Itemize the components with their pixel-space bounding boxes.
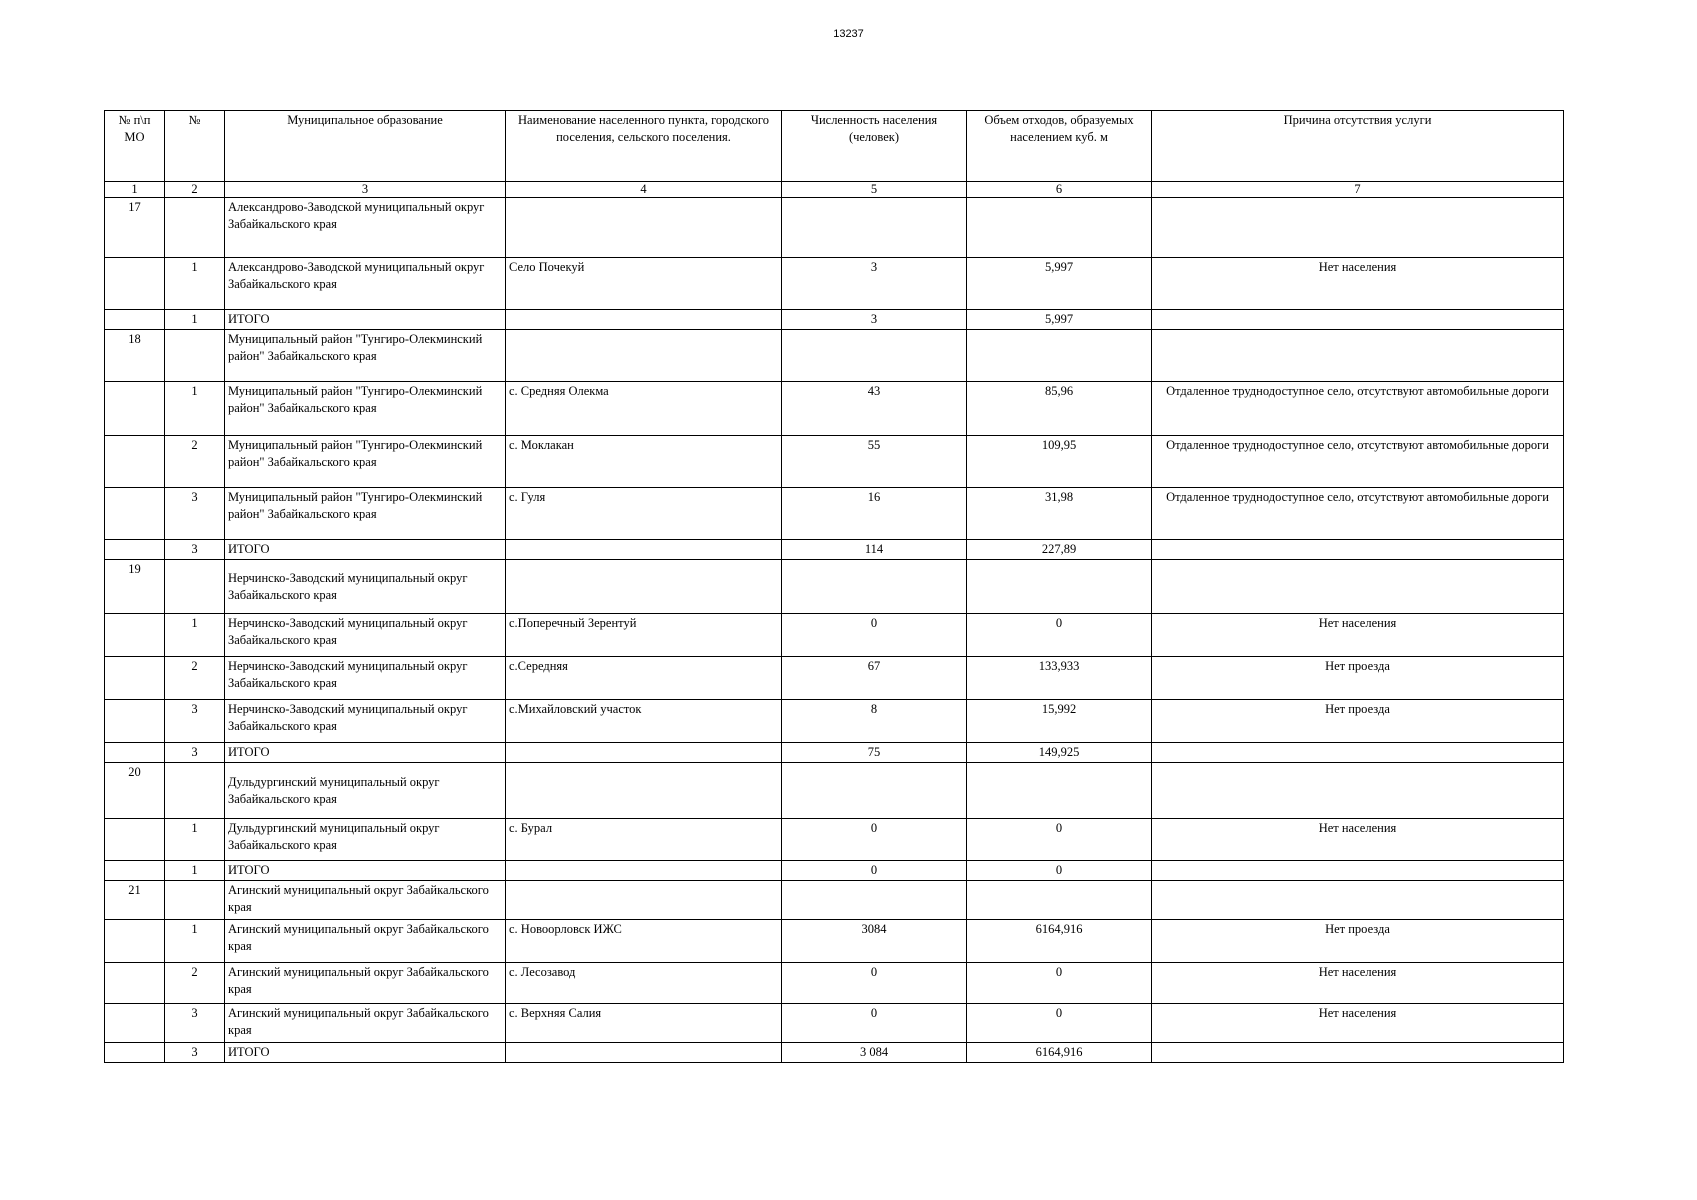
row-settlement: с. Лесозавод — [506, 963, 782, 1004]
row-population: 0 — [782, 1004, 967, 1043]
row-volume: 0 — [967, 819, 1152, 861]
row-number: 3 — [165, 700, 225, 743]
group-header-row — [105, 330, 1564, 382]
header-row — [105, 111, 1564, 182]
row-number: 3 — [165, 488, 225, 540]
total-population: 114 — [782, 540, 967, 560]
total-population: 3 — [782, 310, 967, 330]
total-label: ИТОГО — [225, 540, 506, 560]
row-settlement: с. Моклакан — [506, 436, 782, 488]
header-population: Численность населения (человек) — [782, 111, 967, 182]
group-header-row — [105, 198, 1564, 258]
row-municipality: Агинский муниципальный округ Забайкальского края — [225, 963, 506, 1004]
row-municipality: Муниципальный район "Тунгиро-Олекминский район" Забайкальского края — [225, 436, 506, 488]
row-reason: Отдаленное труднодоступное село, отсутствуют автомобильные дороги — [1152, 436, 1564, 488]
total-count: 3 — [165, 1043, 225, 1063]
total-label: ИТОГО — [225, 1043, 506, 1063]
row-settlement: с. Гуля — [506, 488, 782, 540]
row-population: 55 — [782, 436, 967, 488]
row-number: 2 — [165, 657, 225, 700]
column-number: 1 — [105, 182, 165, 198]
row-volume: 0 — [967, 1004, 1152, 1043]
total-volume: 5,997 — [967, 310, 1152, 330]
column-number: 2 — [165, 182, 225, 198]
row-reason: Нет проезда — [1152, 700, 1564, 743]
header-municipality: Муниципальное образование — [225, 111, 506, 182]
row-settlement: с. Средняя Олекма — [506, 382, 782, 436]
table-row — [105, 436, 1564, 488]
group-header-row — [105, 763, 1564, 819]
mo-number: 20 — [105, 763, 165, 819]
total-count: 1 — [165, 310, 225, 330]
group-header-row — [105, 560, 1564, 614]
table-row — [105, 258, 1564, 310]
row-settlement: с.Михайловский участок — [506, 700, 782, 743]
table-row — [105, 700, 1564, 743]
row-volume: 0 — [967, 963, 1152, 1004]
row-reason: Нет проезда — [1152, 657, 1564, 700]
table-row — [105, 819, 1564, 861]
mo-number: 21 — [105, 881, 165, 920]
row-population: 0 — [782, 963, 967, 1004]
total-label: ИТОГО — [225, 861, 506, 881]
row-number: 1 — [165, 382, 225, 436]
row-population: 67 — [782, 657, 967, 700]
header-number: № — [165, 111, 225, 182]
header-volume: Объем отходов, образуемых населением куб. м — [967, 111, 1152, 182]
column-number-row — [105, 182, 1564, 198]
table-row — [105, 963, 1564, 1004]
table-row — [105, 488, 1564, 540]
row-reason: Нет населения — [1152, 819, 1564, 861]
total-count: 3 — [165, 540, 225, 560]
table-row — [105, 382, 1564, 436]
total-count: 1 — [165, 861, 225, 881]
row-reason: Нет населения — [1152, 614, 1564, 657]
column-number: 6 — [967, 182, 1152, 198]
total-population: 3 084 — [782, 1043, 967, 1063]
column-number: 3 — [225, 182, 506, 198]
row-settlement: Село Почекуй — [506, 258, 782, 310]
row-number: 1 — [165, 614, 225, 657]
row-number: 1 — [165, 258, 225, 310]
row-volume: 15,992 — [967, 700, 1152, 743]
row-municipality: Муниципальный район "Тунгиро-Олекминский район" Забайкальского края — [225, 382, 506, 436]
row-municipality: Агинский муниципальный округ Забайкальского края — [225, 920, 506, 963]
row-reason: Нет населения — [1152, 258, 1564, 310]
row-population: 43 — [782, 382, 967, 436]
row-municipality: Агинский муниципальный округ Забайкальского края — [225, 1004, 506, 1043]
row-volume: 133,933 — [967, 657, 1152, 700]
total-population: 75 — [782, 743, 967, 763]
row-population: 0 — [782, 819, 967, 861]
group-header-row — [105, 881, 1564, 920]
row-settlement: с. Верхняя Салия — [506, 1004, 782, 1043]
row-reason: Нет населения — [1152, 1004, 1564, 1043]
total-volume: 0 — [967, 861, 1152, 881]
row-municipality: Нерчинско-Заводский муниципальный округ Забайкальского края — [225, 700, 506, 743]
row-municipality: Александрово-Заводской муниципальный округ Забайкальского края — [225, 258, 506, 310]
row-volume: 85,96 — [967, 382, 1152, 436]
table-row — [105, 614, 1564, 657]
row-reason: Отдаленное труднодоступное село, отсутствуют автомобильные дороги — [1152, 382, 1564, 436]
row-number: 2 — [165, 963, 225, 1004]
mo-name: Александрово-Заводской муниципальный округ Забайкальского края — [225, 198, 506, 258]
mo-name: Дульдургинский муниципальный округ Забайкальского края — [225, 763, 506, 819]
total-row — [105, 861, 1564, 881]
mo-name: Агинский муниципальный округ Забайкальского края — [225, 881, 506, 920]
column-number: 4 — [506, 182, 782, 198]
row-volume: 109,95 — [967, 436, 1152, 488]
table-row — [105, 1004, 1564, 1043]
row-volume: 5,997 — [967, 258, 1152, 310]
total-volume: 6164,916 — [967, 1043, 1152, 1063]
total-volume: 227,89 — [967, 540, 1152, 560]
total-label: ИТОГО — [225, 310, 506, 330]
row-municipality: Нерчинско-Заводский муниципальный округ Забайкальского края — [225, 614, 506, 657]
row-population: 16 — [782, 488, 967, 540]
row-municipality: Нерчинско-Заводский муниципальный округ Забайкальского края — [225, 657, 506, 700]
table-row — [105, 920, 1564, 963]
row-volume: 0 — [967, 614, 1152, 657]
table-row — [105, 657, 1564, 700]
row-reason: Отдаленное труднодоступное село, отсутствуют автомобильные дороги — [1152, 488, 1564, 540]
total-count: 3 — [165, 743, 225, 763]
mo-name: Муниципальный район "Тунгиро-Олекминский район" Забайкальского края — [225, 330, 506, 382]
row-volume: 6164,916 — [967, 920, 1152, 963]
row-number: 1 — [165, 819, 225, 861]
header-mo-number: № п\п МО — [105, 111, 165, 182]
row-settlement: с. Новоорловск ИЖС — [506, 920, 782, 963]
mo-number: 19 — [105, 560, 165, 614]
row-number: 2 — [165, 436, 225, 488]
page-number: 13237 — [833, 28, 864, 40]
row-number: 1 — [165, 920, 225, 963]
row-population: 8 — [782, 700, 967, 743]
total-row — [105, 1043, 1564, 1063]
row-population: 0 — [782, 614, 967, 657]
row-population: 3084 — [782, 920, 967, 963]
row-volume: 31,98 — [967, 488, 1152, 540]
row-settlement: с. Бурал — [506, 819, 782, 861]
total-volume: 149,925 — [967, 743, 1152, 763]
mo-name: Нерчинско-Заводский муниципальный округ Забайкальского края — [225, 560, 506, 614]
row-number: 3 — [165, 1004, 225, 1043]
row-population: 3 — [782, 258, 967, 310]
waste-service-table — [104, 110, 1564, 1063]
row-municipality: Дульдургинский муниципальный округ Забайкальского края — [225, 819, 506, 861]
mo-number: 18 — [105, 330, 165, 382]
total-label: ИТОГО — [225, 743, 506, 763]
row-settlement: с.Поперечный Зерентуй — [506, 614, 782, 657]
row-settlement: с.Середняя — [506, 657, 782, 700]
total-population: 0 — [782, 861, 967, 881]
header-reason: Причина отсутствия услуги — [1152, 111, 1564, 182]
total-row — [105, 540, 1564, 560]
row-municipality: Муниципальный район "Тунгиро-Олекминский район" Забайкальского края — [225, 488, 506, 540]
column-number: 7 — [1152, 182, 1564, 198]
row-reason: Нет проезда — [1152, 920, 1564, 963]
total-row — [105, 743, 1564, 763]
row-reason: Нет населения — [1152, 963, 1564, 1004]
header-settlement: Наименование населенного пункта, городского поселения, сельского поселения. — [506, 111, 782, 182]
column-number: 5 — [782, 182, 967, 198]
mo-number: 17 — [105, 198, 165, 258]
total-row — [105, 310, 1564, 330]
